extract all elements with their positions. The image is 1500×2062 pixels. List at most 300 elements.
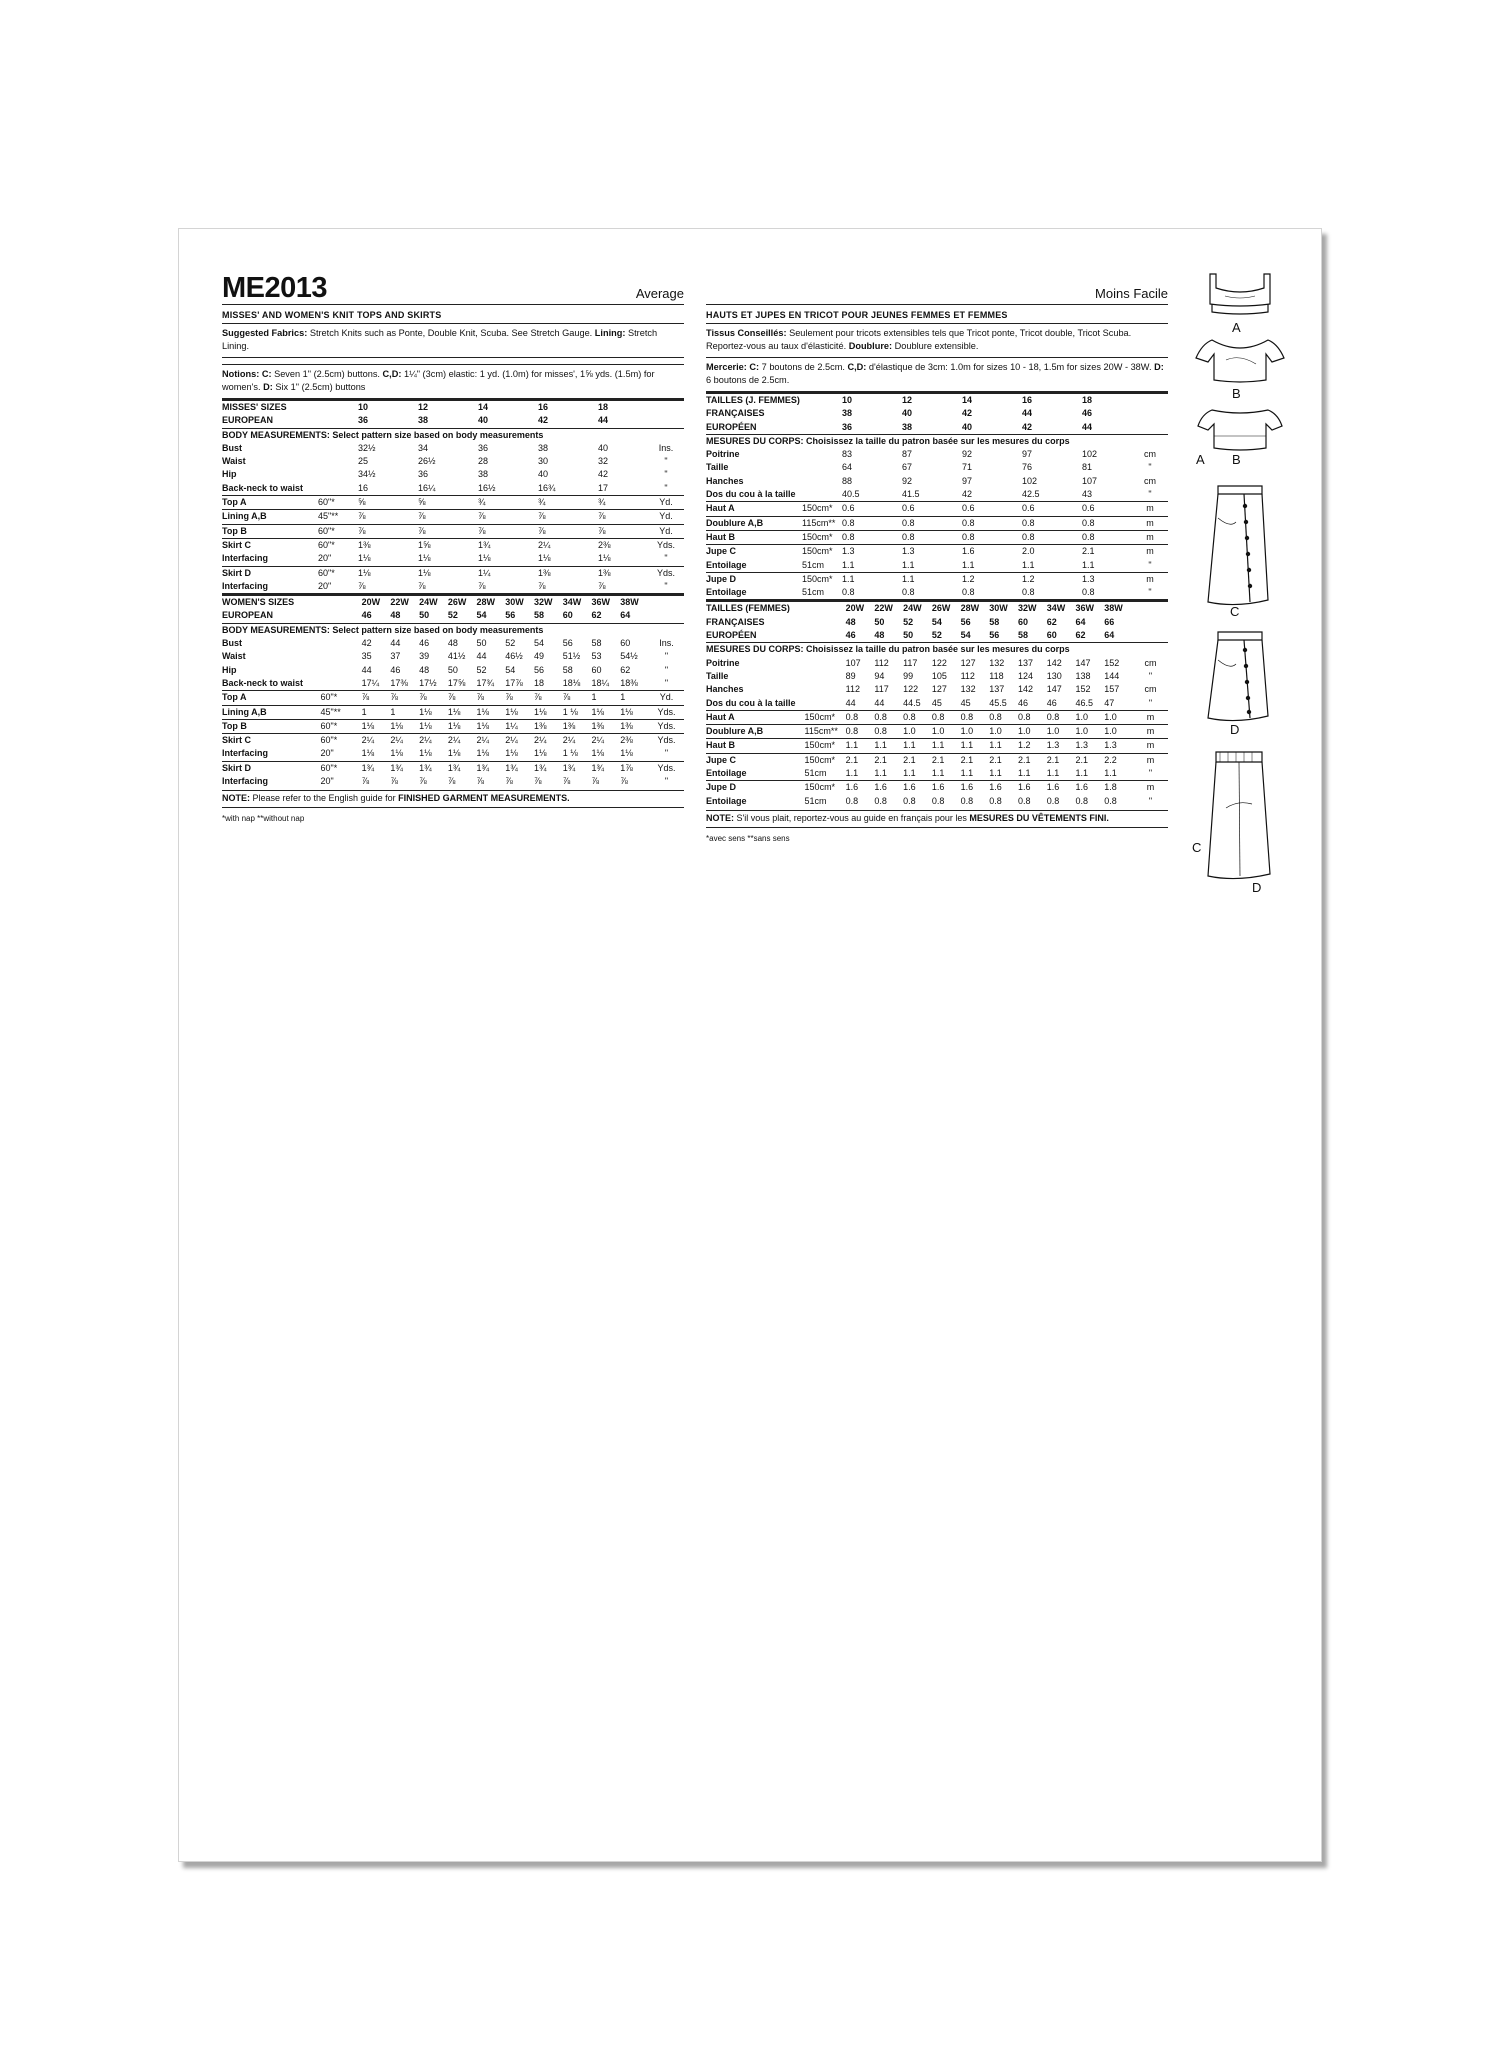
yardage-value: 2.1: [874, 753, 903, 767]
measurement-value: 124: [1018, 670, 1034, 681]
measurement-value: 44: [845, 697, 856, 708]
measurement-unit: ": [664, 456, 668, 467]
top-back-sketch: [1198, 410, 1282, 450]
yardage-value: 0.8: [874, 710, 903, 724]
yardage-unit: m: [1133, 781, 1168, 795]
yardage-value: 1.1: [989, 739, 1018, 753]
view-label-a: A: [1232, 320, 1241, 335]
yardage-value: 1 ⅛: [562, 748, 578, 759]
top-a-sketch: [1210, 274, 1270, 314]
yardage-value: 1.1: [1018, 768, 1031, 779]
measurement-value: 122: [903, 684, 919, 695]
yardage-value: 0.8: [1046, 795, 1060, 806]
measurement-value: 87: [902, 449, 913, 460]
fabric-width: 60"*: [321, 734, 362, 748]
spacer-cell: [1132, 393, 1168, 407]
yardage-value: 1.1: [1022, 559, 1035, 570]
yardage-value: 1.1: [874, 739, 903, 753]
fabric-width: 115cm**: [802, 516, 842, 530]
body-measurement-row: [706, 461, 1168, 474]
notions-fr: Mercerie: C: 7 boutons de 2.5cm. C,D: d'élastique de 3cm: 1.0m for sizes 10 - 18, 1.5m for sizes 20W - 38W. D: 6 boutons de 2.5cm.: [706, 358, 1168, 392]
yardage-value: 1¾: [505, 761, 534, 775]
body-measurement-row: [222, 442, 684, 455]
view-label-d-back: D: [1252, 880, 1262, 895]
yardage-unit: m: [1132, 572, 1168, 586]
yardage-value: 1⅞: [620, 761, 649, 775]
yardage-value: 0.8: [962, 587, 975, 598]
fabric-width: 150cm*: [805, 739, 846, 753]
yardage-value: 0.6: [902, 502, 962, 516]
yardage-value: 1.3: [902, 545, 962, 559]
yardage-row: [706, 572, 1168, 586]
yardage-value: 0.6: [842, 502, 902, 516]
body-measurement-row: [222, 468, 684, 481]
view-label: Jupe D: [706, 781, 805, 795]
measurement-value: 92: [962, 449, 973, 460]
view-label: Top B: [222, 719, 321, 733]
size-value: 38W: [620, 596, 649, 610]
yardage-value: 1.1: [932, 739, 961, 753]
yardage-row: [222, 538, 684, 552]
fabric-width: 20": [318, 553, 332, 564]
measurement-value: 46½: [505, 651, 523, 662]
yardage-unit: ": [664, 580, 668, 591]
measurement-value: 17⅜: [390, 677, 408, 688]
size-value: 12: [418, 400, 478, 414]
yardage-value: ⅝: [358, 496, 418, 510]
measurement-unit: cm: [1144, 449, 1156, 460]
yardage-unit: Yd.: [649, 691, 684, 705]
yardage-value: 1.6: [1018, 781, 1047, 795]
yardage-row: [222, 705, 684, 719]
measurement-value: 48: [419, 664, 430, 675]
yardage-value: 1⅛: [538, 553, 551, 564]
yardage-unit: ": [1148, 587, 1152, 598]
misses-section: [222, 399, 684, 593]
view-label: Entoilage: [706, 768, 747, 779]
measurement-value: 52: [505, 638, 516, 649]
yardage-row: [706, 725, 1168, 739]
size-value: 44: [1022, 408, 1033, 419]
yardage-row: [222, 747, 684, 761]
yardage-value: 1⅛: [476, 748, 490, 759]
yardage-value: 0.8: [842, 516, 902, 530]
body-measurements-title: BODY MEASUREMENTS: Select pattern size based on body measurements: [222, 428, 684, 442]
size-value: 14: [962, 393, 1022, 407]
measurement-value: 142: [1046, 657, 1062, 668]
difficulty-level-fr: Moins Facile: [1095, 286, 1168, 301]
yardage-value: 1.0: [1104, 725, 1133, 739]
body-measurement-row: [222, 664, 684, 677]
yardage-value: ⅞: [478, 510, 538, 524]
yardage-value: 1⅛: [620, 705, 649, 719]
yardage-value: 1⅛: [598, 553, 611, 564]
yardage-value: 0.8: [842, 530, 902, 544]
yardage-value: 1⅜: [563, 719, 592, 733]
size-value: 56: [989, 630, 1000, 641]
yardage-value: 1.6: [962, 545, 1022, 559]
yardage-value: 0.8: [902, 516, 962, 530]
yardage-value: 0.6: [962, 502, 1022, 516]
yardage-unit: Yds.: [649, 719, 684, 733]
yardage-value: 2¼: [362, 734, 391, 748]
measurement-unit: cm: [1144, 657, 1157, 668]
measurement-value: 46: [1018, 697, 1029, 708]
yardage-value: 1.1: [1104, 768, 1117, 779]
yardage-value: 0.8: [846, 725, 875, 739]
misses-section-fr: [706, 392, 1168, 599]
body-measurements-title-row: [222, 623, 684, 637]
measurement-value: 43: [1082, 489, 1093, 500]
fabric-width: 51cm: [804, 768, 827, 779]
size-row-label: MISSES' SIZES: [222, 400, 358, 414]
view-label-b-back: B: [1232, 452, 1241, 467]
fabric-width: 60"*: [318, 524, 358, 538]
yardage-value: 1.0: [1104, 710, 1133, 724]
view-label: Doublure A,B: [706, 725, 805, 739]
yardage-value: 0.8: [1022, 587, 1035, 598]
measurement-value: 147: [1046, 684, 1062, 695]
yardage-value: 0.8: [1018, 710, 1047, 724]
measurement-value: 107: [845, 657, 861, 668]
yardage-value: 1.6: [961, 781, 990, 795]
yardage-row: [222, 734, 684, 748]
yardage-value: 1.1: [962, 559, 975, 570]
yardage-unit: ": [664, 553, 668, 564]
size-value: 36W: [591, 596, 620, 610]
yardage-value: 2⅜: [598, 538, 648, 552]
measurement-value: 62: [620, 664, 631, 675]
yardage-value: 1.1: [903, 768, 916, 779]
fabric-width: 20": [320, 748, 334, 759]
view-label: Doublure A,B: [706, 516, 802, 530]
yardage-value: ⅞: [358, 580, 366, 591]
size-row-label: EUROPEAN: [222, 610, 274, 621]
measurement-value: 38: [478, 469, 489, 480]
yardage-unit: ": [664, 748, 669, 759]
yardage-value: 0.8: [989, 795, 1002, 806]
measurement-value: 17¼: [361, 677, 380, 688]
measurement-value: 18⅜: [620, 677, 638, 688]
garment-line-art: [1190, 272, 1290, 912]
yardage-row: [222, 775, 684, 788]
fabric-width: 150cm*: [805, 753, 846, 767]
yardage-value: 1¾: [534, 761, 563, 775]
yardage-value: ⅞: [419, 776, 427, 787]
spacer-cell: [649, 609, 684, 623]
yardage-row: [222, 510, 684, 524]
yardage-value: 1.3: [1076, 739, 1105, 753]
yardage-value: 1⅛: [620, 748, 633, 759]
size-value: 48: [874, 630, 885, 641]
yardage-value: 1.3: [1047, 739, 1076, 753]
measurement-value: 144: [1104, 670, 1120, 681]
size-value: 30W: [505, 596, 534, 610]
size-value: 56: [960, 616, 971, 627]
yardage-value: 1.0: [961, 725, 990, 739]
size-row: [706, 616, 1168, 629]
yardage-value: ⅞: [478, 524, 538, 538]
view-label: Jupe C: [706, 753, 805, 767]
yardage-row: [706, 781, 1168, 795]
yardage-value: 0.8: [845, 795, 859, 806]
size-value: 60: [1018, 616, 1029, 627]
note-fr: NOTE: S'il vous plait, reportez-vous au guide en français pour les MESURES DU VÊTEMENTS FINI.: [706, 810, 1168, 828]
measurement-value: 102: [1022, 475, 1038, 486]
size-value: 30W: [989, 602, 1018, 616]
measurement-value: 17¾: [476, 677, 495, 688]
measurement-value: 117: [903, 657, 918, 668]
yardage-value: 1.0: [1076, 725, 1105, 739]
yardage-value: 1: [620, 691, 649, 705]
yardage-value: 0.8: [903, 710, 932, 724]
yardage-row: [222, 580, 684, 593]
yardage-value: 0.8: [903, 795, 916, 806]
measurement-unit: ": [664, 651, 669, 662]
measurement-value: 157: [1104, 684, 1120, 695]
fabric-width: 150cm*: [805, 710, 846, 724]
yardage-value: 1.6: [1047, 781, 1076, 795]
yardage-value: 2.1: [932, 753, 961, 767]
yardage-value: 2¼: [534, 734, 563, 748]
measurement-value: 46: [390, 664, 401, 675]
measurement-value: 89: [845, 670, 856, 681]
yardage-value: 1.2: [962, 572, 1022, 586]
size-value: 62: [1075, 630, 1086, 641]
size-value: 26W: [932, 602, 961, 616]
view-label: Haut A: [706, 502, 802, 516]
measurement-value: 17½: [419, 677, 437, 688]
yardage-value: 0.8: [846, 710, 875, 724]
yardage-value: 2.0: [1022, 545, 1082, 559]
yardage-unit: ": [1148, 768, 1153, 779]
yardage-unit: Yds.: [649, 705, 684, 719]
size-value: 40: [902, 408, 913, 419]
measurement-value: 54½: [620, 651, 638, 662]
yardage-unit: Yds.: [649, 761, 684, 775]
yardage-value: ⅞: [476, 776, 485, 787]
yardage-value: 1¼: [478, 566, 538, 580]
note: NOTE: Please refer to the English guide for FINISHED GARMENT MEASUREMENTS.: [222, 790, 684, 808]
measurement-value: 26½: [418, 456, 436, 467]
yardage-value: 1.0: [932, 725, 961, 739]
size-value: 50: [419, 610, 430, 621]
measurement-value: 47: [1104, 697, 1115, 708]
measurement-value: 71: [962, 462, 973, 473]
yardage-value: 1.0: [1076, 710, 1105, 724]
size-row: [706, 393, 1168, 407]
measurement-value: 16¼: [418, 482, 436, 493]
yardage-value: ⅞: [477, 691, 506, 705]
measurement-unit: ": [1148, 697, 1153, 708]
size-value: 32W: [534, 596, 563, 610]
yardage-value: ⅞: [562, 776, 571, 787]
yardage-value: 0.8: [961, 710, 990, 724]
measurement-value: 152: [1104, 657, 1120, 668]
yardage-value: 1¾: [362, 761, 391, 775]
yardage-value: 1.1: [902, 559, 915, 570]
size-value: 20W: [846, 602, 875, 616]
yardage-value: 1.1: [961, 739, 990, 753]
fabric-width: 51cm: [804, 795, 827, 806]
size-row-label: EUROPÉEN: [706, 630, 757, 641]
measurement-value: 42: [361, 638, 372, 649]
measurement-value: 40.5: [842, 489, 860, 500]
yardage-value: 0.8: [1018, 795, 1031, 806]
measurement-value: 34½: [358, 469, 376, 480]
yardage-value: 0.8: [1022, 530, 1082, 544]
measurement-value: 53: [591, 651, 602, 662]
measurement-label: Back-neck to waist: [222, 677, 304, 688]
size-value: 52: [931, 630, 942, 641]
yardage-value: ⅞: [598, 524, 648, 538]
yardage-value: 0.8: [1047, 710, 1076, 724]
yardage-row: [222, 524, 684, 538]
notions: Notions: C: Seven 1" (2.5cm) buttons. C,D: 1¼" (3cm) elastic: 1 yd. (1.0m) for misses', 1⅝ yds. (1.5m) for women's. D: Six 1" (2.5cm) buttons: [222, 364, 684, 399]
measurement-value: 32: [598, 456, 609, 467]
yardage-value: 2.1: [1047, 753, 1076, 767]
size-value: 58: [1018, 630, 1029, 641]
size-value: 44: [598, 415, 609, 426]
measurement-value: 64: [842, 462, 853, 473]
yardage-value: ⅞: [478, 580, 486, 591]
yardage-row: [706, 767, 1168, 781]
yardage-value: 1.2: [1018, 739, 1047, 753]
view-label: Entoilage: [706, 559, 747, 570]
measurement-unit: cm: [1144, 475, 1156, 486]
yardage-value: 2¼: [477, 734, 506, 748]
womens-section-fr: [706, 599, 1168, 809]
yardage-value: 1.6: [1076, 781, 1105, 795]
size-value: 32W: [1018, 602, 1047, 616]
measurement-value: 83: [842, 449, 853, 460]
spacer-cell: [648, 400, 684, 414]
fabric-width: 45"**: [321, 705, 362, 719]
measurement-value: 42: [598, 469, 609, 480]
yardage-value: 1.6: [846, 781, 875, 795]
size-value: 38: [418, 415, 429, 426]
yardage-value: ⅞: [598, 580, 606, 591]
size-value: 46: [361, 610, 372, 621]
fabric-width: 150cm*: [802, 502, 842, 516]
measurement-label: Taille: [706, 670, 729, 681]
view-label-c-back: C: [1192, 840, 1202, 855]
yardage-value: ⅞: [534, 691, 563, 705]
measurement-label: Dos du cou à la taille: [706, 489, 796, 500]
body-measurement-row: [222, 482, 684, 496]
measurement-label: Poitrine: [706, 657, 740, 668]
yardage-unit: m: [1132, 545, 1168, 559]
measurement-value: 52: [476, 664, 487, 675]
fabric-width: 60"*: [321, 719, 362, 733]
yardage-value: ⅞: [361, 776, 370, 787]
body-measurements-title-row: [706, 643, 1168, 657]
yardage-value: 1.6: [903, 781, 932, 795]
measurement-label: Waist: [222, 651, 246, 662]
yardage-value: 0.8: [1082, 587, 1095, 598]
yardage-value: 1⅛: [419, 719, 448, 733]
yardage-value: 2¼: [591, 734, 620, 748]
measurement-value: 138: [1075, 670, 1091, 681]
view-label: Skirt D: [222, 566, 318, 580]
footnote: *with nap **without nap: [222, 814, 305, 824]
view-label-c: C: [1230, 604, 1240, 619]
yardage-value: 1.3: [842, 545, 902, 559]
measurement-value: 49: [534, 651, 545, 662]
yardage-value: 2⅜: [620, 734, 649, 748]
yardage-value: 2¼: [419, 734, 448, 748]
yardage-value: 1¾: [448, 761, 477, 775]
view-label: Lining A,B: [222, 705, 321, 719]
measurement-value: 16: [358, 482, 369, 493]
size-value: 52: [447, 610, 458, 621]
yardage-value: 1¾: [478, 538, 538, 552]
measurement-value: 44: [874, 697, 885, 708]
size-row: [706, 602, 1168, 616]
body-measurement-row: [222, 677, 684, 691]
french-header: [706, 272, 1168, 305]
yardage-value: ⅞: [538, 580, 546, 591]
size-row: [222, 414, 684, 428]
view-label: Top A: [222, 691, 321, 705]
view-label: Interfacing: [222, 748, 269, 759]
measurement-value: 32½: [358, 442, 376, 453]
measurement-unit: ": [1148, 462, 1152, 473]
yardage-value: 1¼: [505, 719, 534, 733]
yardage-value: 1⅜: [534, 719, 563, 733]
measurement-value: 122: [931, 657, 947, 668]
size-value: 26W: [448, 596, 477, 610]
pattern-title: MISSES' AND WOMEN'S KNIT TOPS AND SKIRTS: [222, 310, 684, 324]
measurement-value: 117: [874, 684, 889, 695]
yardage-unit: Yds.: [648, 566, 684, 580]
measurement-value: 44.5: [903, 697, 921, 708]
yardage-value: 1.1: [842, 559, 855, 570]
yardage-value: 1⅛: [505, 748, 518, 759]
measurement-value: 58: [562, 664, 573, 675]
yardage-value: 0.6: [1022, 502, 1082, 516]
yardage-row: [222, 761, 684, 775]
size-row: [706, 629, 1168, 643]
yardage-row: [706, 559, 1168, 573]
yardage-value: 0.8: [962, 530, 1022, 544]
size-value: 14: [478, 400, 538, 414]
yardage-value: ⅞: [390, 776, 398, 787]
yardage-value: 1.6: [932, 781, 961, 795]
yardage-unit: m: [1133, 710, 1168, 724]
yardage-value: 2.1: [1076, 753, 1105, 767]
yardage-row: [706, 502, 1168, 516]
measurement-unit: ": [664, 469, 668, 480]
yardage-value: 1.3: [1104, 739, 1133, 753]
difficulty-level: Average: [635, 286, 684, 301]
yardage-row: [706, 530, 1168, 544]
measurement-value: 18¼: [591, 677, 610, 688]
yardage-value: 1⅛: [534, 748, 547, 759]
size-value: 18: [598, 400, 648, 414]
size-value: 34W: [563, 596, 592, 610]
fabric-width: 20": [318, 580, 332, 591]
yardage-value: 1⅛: [477, 719, 506, 733]
yardage-value: 1.3: [1082, 572, 1132, 586]
yardage-value: 1⅛: [390, 748, 403, 759]
size-value: 64: [1104, 630, 1115, 641]
size-value: 60: [1046, 630, 1057, 641]
body-measurement-row: [706, 488, 1168, 502]
yardage-value: ⅞: [418, 580, 426, 591]
measurement-value: 97: [1022, 449, 1033, 460]
size-value: 58: [989, 616, 1000, 627]
